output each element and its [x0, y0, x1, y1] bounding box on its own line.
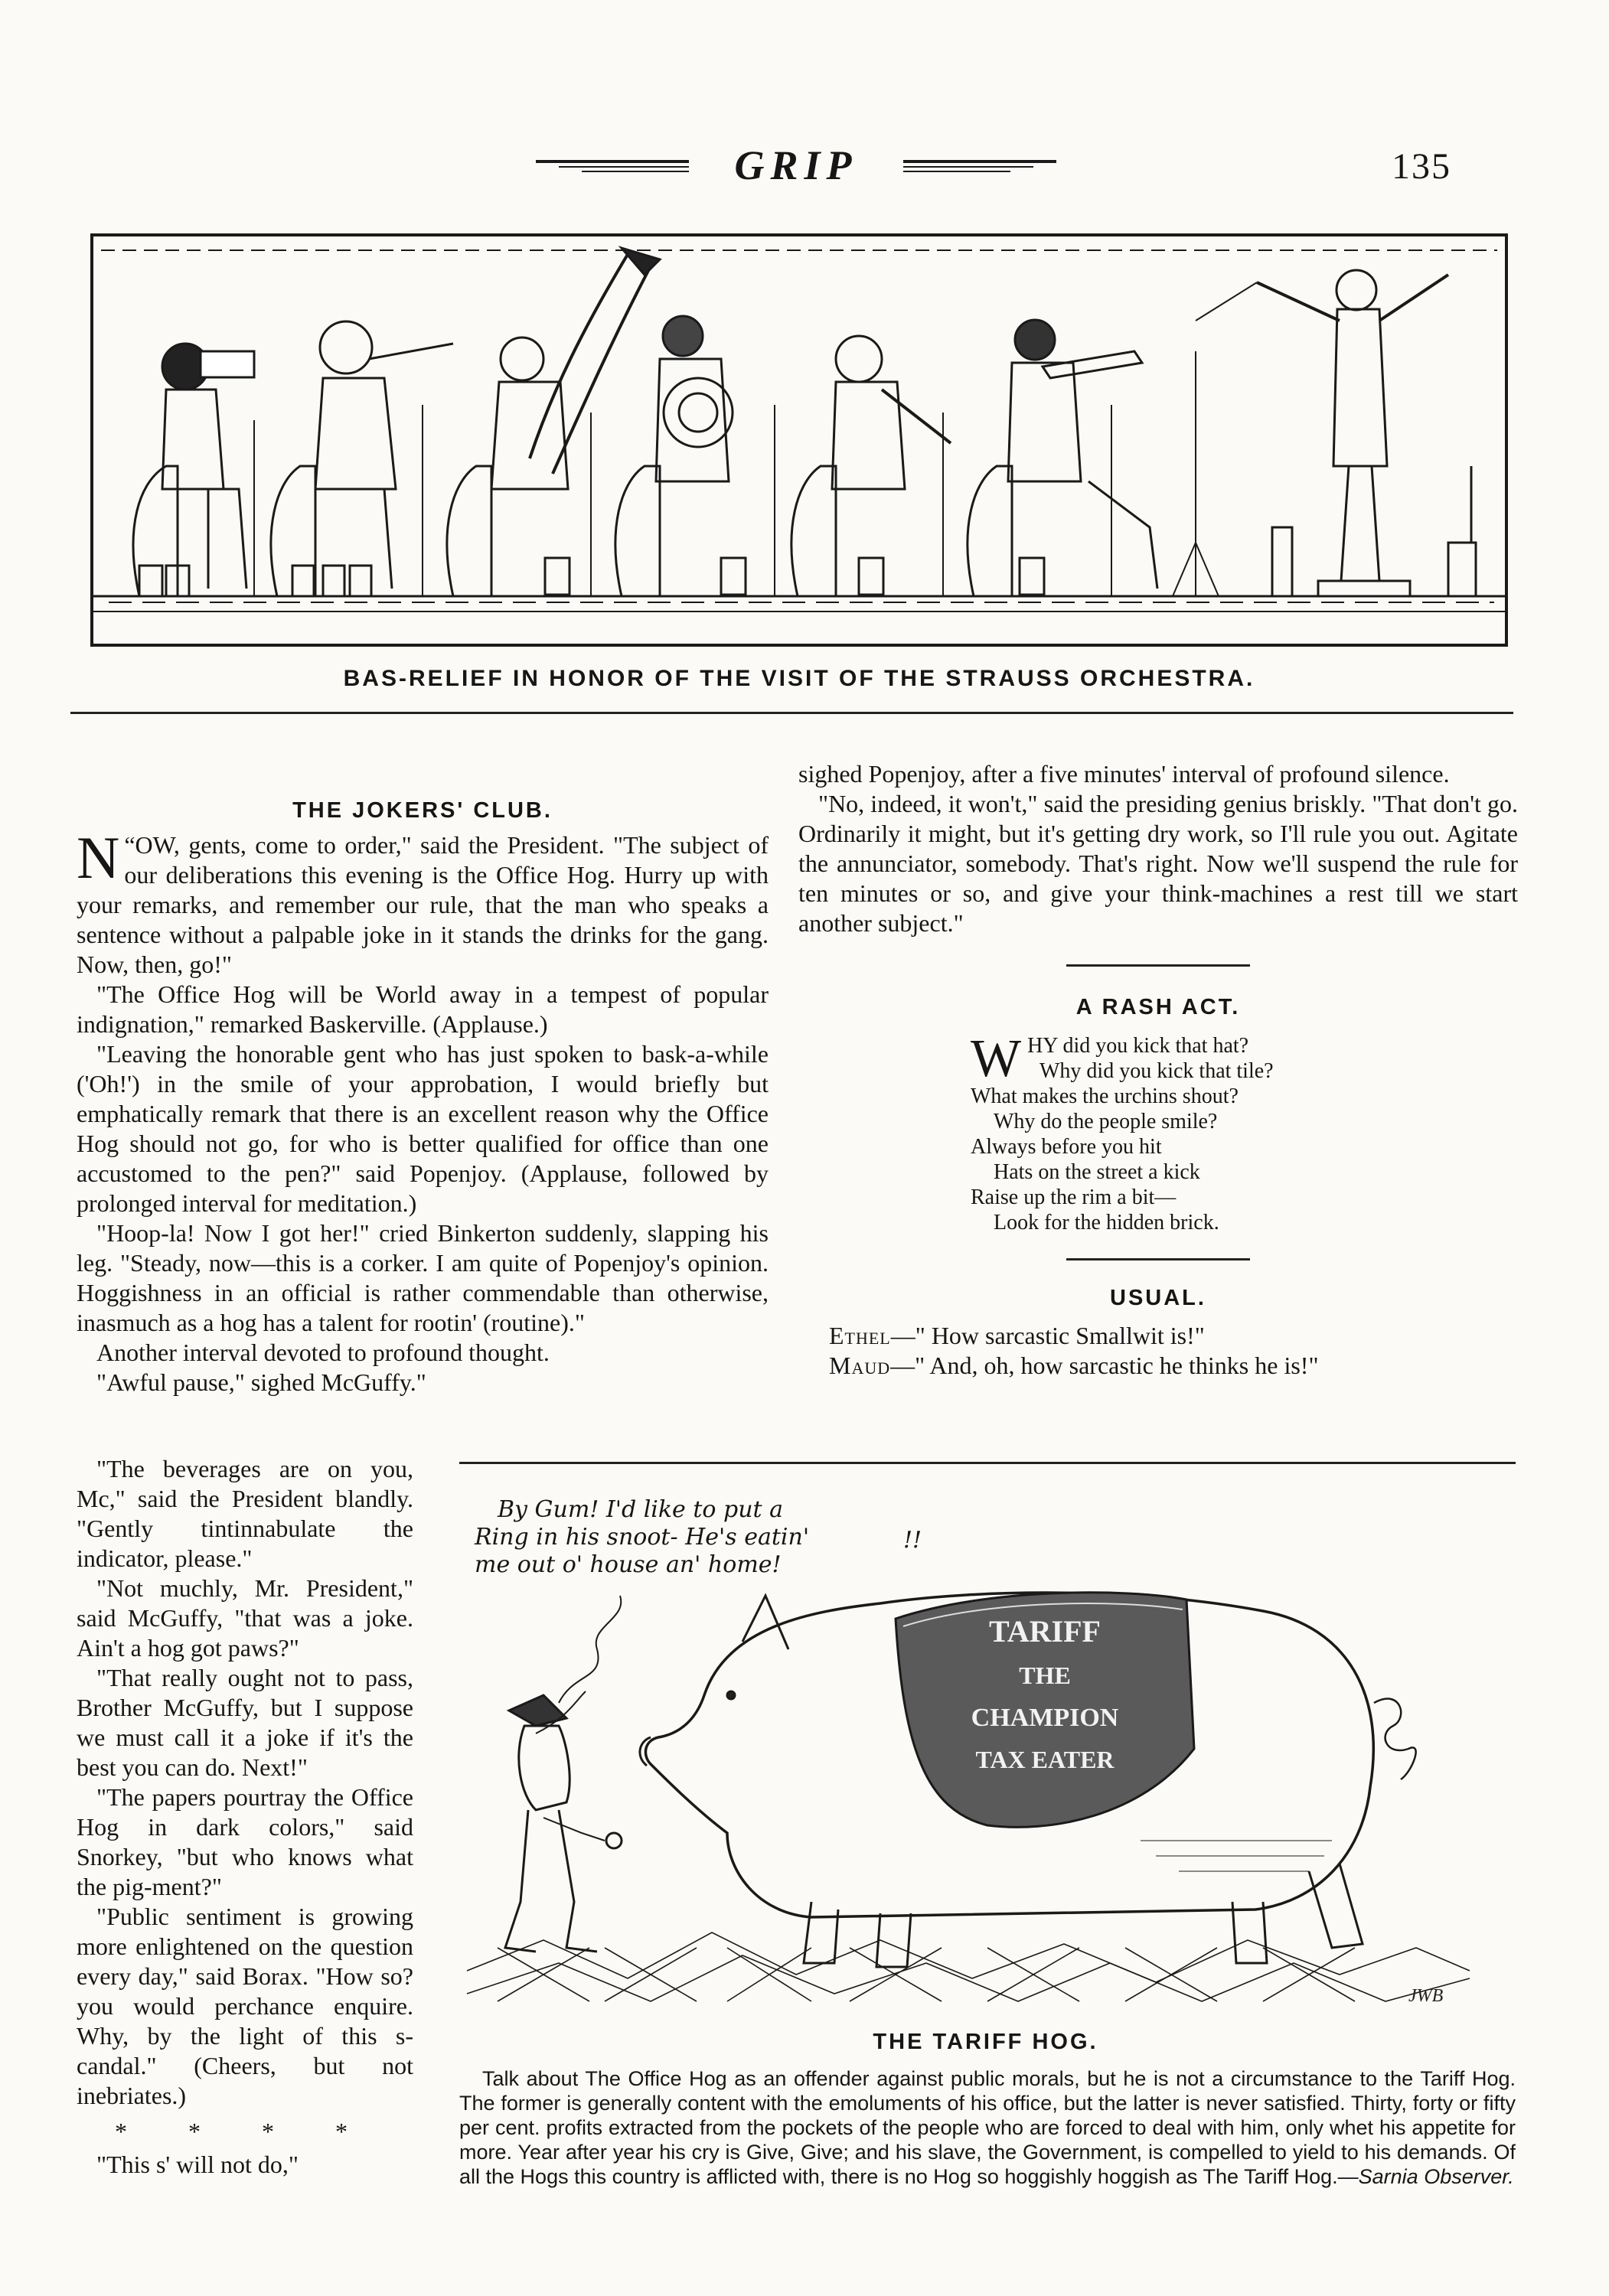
tariff-hog-text: [459, 2066, 1516, 2189]
section-rule: [1066, 1258, 1250, 1261]
blanket-line: TARIFF: [989, 1614, 1101, 1649]
divider-rule: [70, 712, 1513, 714]
article-paragraph: "The beverages are on you, Mc," said the President blandly. "Gently tintinnabulate the indicator, please.": [77, 1455, 413, 1572]
section-rule: [1066, 964, 1250, 967]
poem-line: Why did you kick that tile?: [1039, 1059, 1274, 1083]
article-paragraph: sighed Popenjoy, after a five minutes' interval of profound silence.: [798, 760, 1450, 788]
usual-heading: USUAL.: [1110, 1286, 1206, 1310]
jokers-club-heading: THE JOKERS' CLUB.: [292, 798, 553, 823]
orchestra-illustration: [90, 233, 1508, 647]
section-stars: * * * *: [115, 2118, 375, 2145]
musician-5: [791, 336, 951, 596]
poem-line: HY did you kick that hat?: [1027, 1034, 1249, 1058]
orchestra-drawing: [93, 236, 1505, 644]
artist-signature: JWB: [1408, 1986, 1444, 2006]
poem-line: Hats on the street a kick: [994, 1160, 1200, 1184]
tariff-hog-heading: THE TARIFF HOG.: [873, 2030, 1098, 2054]
article-paragraph: "Hoop-la! Now I got her!" cried Binkerton suddenly, slapping his leg. "Steady, now—this is a corker. I am quite of Popenjoy's opinion. Hoggishness in an official is rather commendable than otherwise, inasmuch as a hog has a talent for rootin' (routine).": [77, 1219, 769, 1336]
rash-act-poem: [971, 1029, 1369, 1235]
tariff-hog-body: Talk about The Office Hog as an offender against public morals, but he is not a circumstance to the Tariff Hog. The former is generally content with the emoluments of his office, but the latter is never satisfied. Thirty, forty or fifty per cent. profits extracted from the pockets of the people who are forced to deal with him, only whet his appetite for more. Year after year his cry is Give, Give; and his slave, the Government, is compelled to yield to his demands. Of all the Hogs this country is afflicted with, there is no Hog so hoggishly hoggish as The Tariff Hog.—: [459, 2067, 1516, 2188]
tariff-hog-source: Sarnia Observer.: [1358, 2165, 1514, 2188]
poem-line: Look for the hidden brick.: [994, 1211, 1219, 1234]
musician-3: [447, 248, 660, 596]
drop-cap: W: [971, 1029, 1022, 1088]
poem-line: Raise up the rim a bit—: [971, 1186, 1177, 1209]
musician-2: [271, 321, 453, 596]
jokers-club-continued: [77, 1454, 413, 2180]
usual-dialogue: [798, 1321, 1518, 1381]
speech-line: me out o' house an' home!: [475, 1551, 782, 1578]
masthead-rule-right: [903, 171, 1010, 172]
article-paragraph: "That really ought not to pass, Brother McGuffy, but I suppose we must call it a joke if it's the best you can do. Next!": [77, 1664, 413, 1781]
article-paragraph: "Leaving the honorable gent who has just spoken to bask-a-while ('Oh!') in the smile of your approbation, I would briefly but emphatically remark that there is an excellent reason why the Office Hog should not go, for who is better qualified for office than one accustomed to the pen?" said Popenjoy. (Applause, followed by prolonged interval for meditation.): [77, 1040, 769, 1217]
masthead-rule-right: [903, 160, 1056, 163]
article-paragraph: Another interval devoted to profound thought.: [96, 1339, 550, 1366]
blanket-line: THE: [1019, 1662, 1071, 1689]
musician-6: [968, 320, 1157, 596]
article-paragraph: "Awful pause," sighed McGuffy.": [96, 1368, 426, 1396]
poem-line: What makes the urchins shout?: [971, 1084, 1239, 1108]
speech-exclaim: !!: [903, 1527, 922, 1554]
top-figure-caption: BAS-RELIEF IN HONOR OF THE VISIT OF THE STRAUSS ORCHESTRA.: [343, 666, 1255, 691]
article-paragraph: "Not muchly, Mr. President," said McGuffy, "that was a joke. Ain't a hog got paws?": [77, 1574, 413, 1662]
speech-line: Ring in his snoot- He's eatin': [475, 1524, 810, 1551]
speaker-name: Ethel: [829, 1322, 891, 1349]
article-paragraph: “ N OW, gents, come to order," said the President. "The subject of our deliberations this evening is the Office Hog. Hurry up with your remarks, and remember our rule, that the man who speaks a sentence without a palpable joke in it stands the drinks for the gang. Now, then, go!": [77, 824, 769, 978]
article-paragraph: "The papers pourtray the Office Hog in dark colors," said Snorkey, "but who knows what the pig-ment?": [77, 1783, 413, 1900]
masthead: [536, 142, 1056, 195]
dialogue-line: —" And, oh, how sarcastic he thinks he is!": [890, 1352, 1319, 1379]
dialogue-line: —" How sarcastic Smallwit is!": [890, 1322, 1205, 1349]
rash-act-heading: A RASH ACT.: [1075, 995, 1241, 1019]
music-stands: [235, 351, 1226, 596]
page-number: 135: [1392, 146, 1451, 187]
poem-line: Why do the people smile?: [994, 1110, 1218, 1133]
speaker-name: Maud: [829, 1352, 891, 1379]
masthead-title: GRIP: [734, 142, 858, 188]
masthead-rule-left: [582, 171, 689, 172]
article-last-line: "This s' will not do,": [96, 2151, 299, 2178]
article-paragraph: "The Office Hog will be World away in a tempest of popular indignation," remarked Baskerville. (Applause.): [77, 980, 769, 1038]
poem-line: Always before you hit: [971, 1135, 1162, 1159]
article-paragraph: "No, indeed, it won't," said the presiding genius briskly. "That don't go. Ordinarily it might, but it's getting dry work, so I'll rule you out. Agitate the annunciator, somebody. That's right. Now we'll suspend the rule for ten minutes or so, and give your think-machines a rest till we start another subject.": [798, 790, 1518, 937]
tariff-hog-cartoon: [452, 1473, 1519, 2017]
speech-text: [475, 1496, 949, 1579]
speech-line: By Gum! I'd like to put a: [498, 1496, 784, 1523]
right-column: [798, 759, 1518, 1381]
straw-ground: [467, 1932, 1470, 2001]
divider-rule: [459, 1462, 1516, 1464]
musician-1: [133, 344, 254, 596]
conductor: [1196, 270, 1448, 596]
drop-cap: N: [77, 824, 120, 891]
masthead-rule-left: [536, 160, 689, 163]
masthead-rule-left: [559, 166, 689, 168]
blanket-line: CHAMPION: [971, 1704, 1119, 1732]
blanket-line: TAX EATER: [975, 1746, 1115, 1773]
farmer-figure: [505, 1691, 622, 1952]
masthead-rule-right: [903, 166, 1033, 168]
musician-4: [615, 316, 746, 596]
jokers-club-article: [77, 796, 769, 1397]
article-paragraph: "Public sentiment is growing more enlightened on the question every day," said Borax. "How so? you would perchance enquire. Why, by the light of this s-candal." (Cheers, but not inebriates.): [77, 1903, 413, 2109]
